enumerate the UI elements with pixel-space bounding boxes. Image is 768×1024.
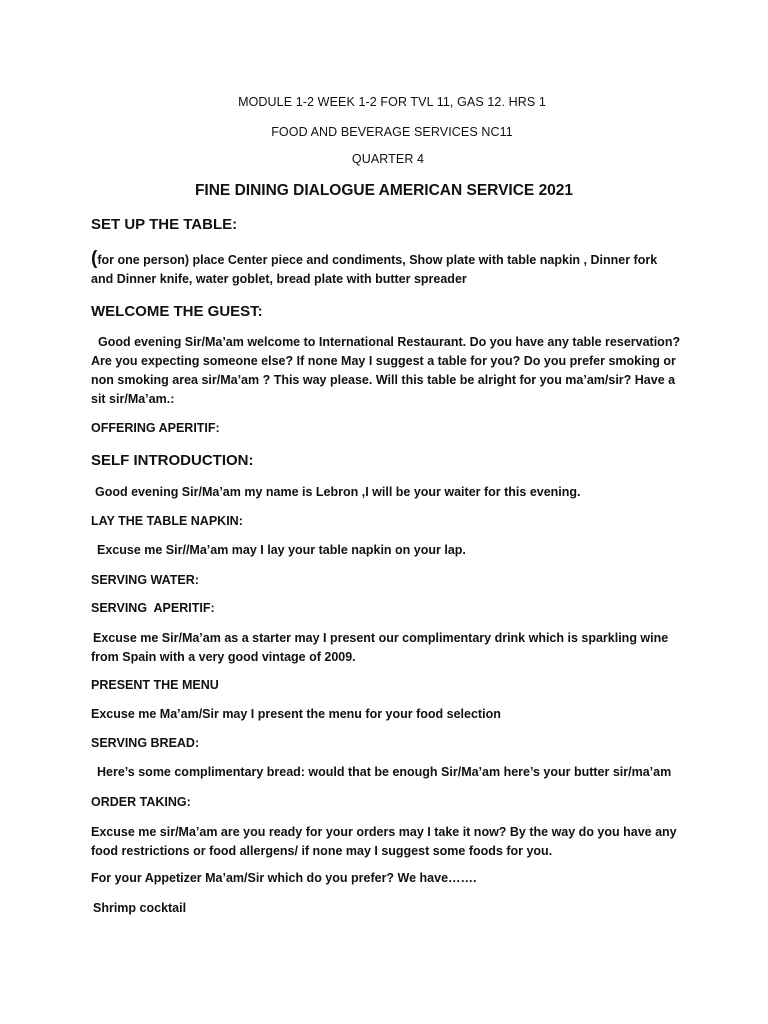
label-present-menu: PRESENT THE MENU bbox=[91, 678, 219, 692]
document-title: FINE DINING DIALOGUE AMERICAN SERVICE 2021 bbox=[194, 182, 574, 199]
header-line-course: FOOD AND BEVERAGE SERVICES NC11 bbox=[271, 125, 513, 139]
menu-text: Excuse me Ma’am/Sir may I present the menu for your food selection bbox=[91, 707, 501, 721]
shrimp-cocktail-item: Shrimp cocktail bbox=[93, 901, 187, 915]
bread-text: Here’s some complimentary bread: would that be enough Sir/Ma’am here’s your butter sir/ma’am bbox=[97, 765, 672, 779]
self-intro-text: Good evening Sir/Ma’am my name is Lebron ,I will be your waiter for this evening. bbox=[95, 485, 581, 499]
order-text: Excuse me sir/Ma’am are you ready for your orders may I take it now? By the way do you have any food restrictions or food allergens/ if none may I suggest some foods for you. bbox=[91, 825, 677, 858]
appetizer-line bbox=[91, 871, 477, 885]
appetizer-text: Ma’am/Sir which do you prefer? We have……. bbox=[201, 871, 477, 885]
setup-paragraph bbox=[91, 248, 681, 289]
napkin-text: Excuse me Sir//Ma’am may I lay your table napkin on your lap. bbox=[97, 543, 466, 557]
heading-self-introduction: SELF INTRODUCTION: bbox=[91, 452, 254, 469]
label-offering-aperitif: OFFERING APERITIF: bbox=[91, 421, 220, 435]
heading-set-up-table: SET UP THE TABLE: bbox=[91, 216, 238, 233]
serving-aperitif-text: Excuse me Sir/Ma’am as a starter may I present our complimentary drink which is sparkling wine from Spain with a very good vintage of 2009. bbox=[91, 631, 669, 664]
header-line-module: MODULE 1-2 WEEK 1-2 FOR TVL 11, GAS 12. HRS 1 bbox=[238, 95, 546, 109]
label-lay-napkin: LAY THE TABLE NAPKIN: bbox=[91, 514, 243, 528]
welcome-paragraph: Good evening Sir/Ma’am welcome to International Restaurant. Do you have any table reservation? Are you expecting someone else? If none May I suggest a table for you? Do you prefer smoking or non smoking area sir/Ma’am ? This way please. Will this table be alright for you ma’am/sir? Have a sit sir/Ma’am.: bbox=[91, 335, 681, 406]
setup-text: for one person) place Center piece and condiments, Show plate with table napkin , Dinner fork and Dinner knife, water goblet, bread plate with butter spreader bbox=[91, 253, 658, 286]
label-serving-water: SERVING WATER: bbox=[91, 573, 199, 587]
label-serving-bread: SERVING BREAD: bbox=[91, 736, 200, 750]
appetizer-bold-label: For your Appetizer bbox=[91, 871, 202, 885]
open-paren: ( bbox=[91, 248, 98, 269]
heading-welcome-guest: WELCOME THE GUEST: bbox=[91, 303, 263, 320]
label-serving-aperitif: SERVING APERITIF: bbox=[91, 601, 215, 615]
label-order-taking: ORDER TAKING: bbox=[91, 795, 191, 809]
header-line-quarter: QUARTER 4 bbox=[351, 152, 425, 166]
